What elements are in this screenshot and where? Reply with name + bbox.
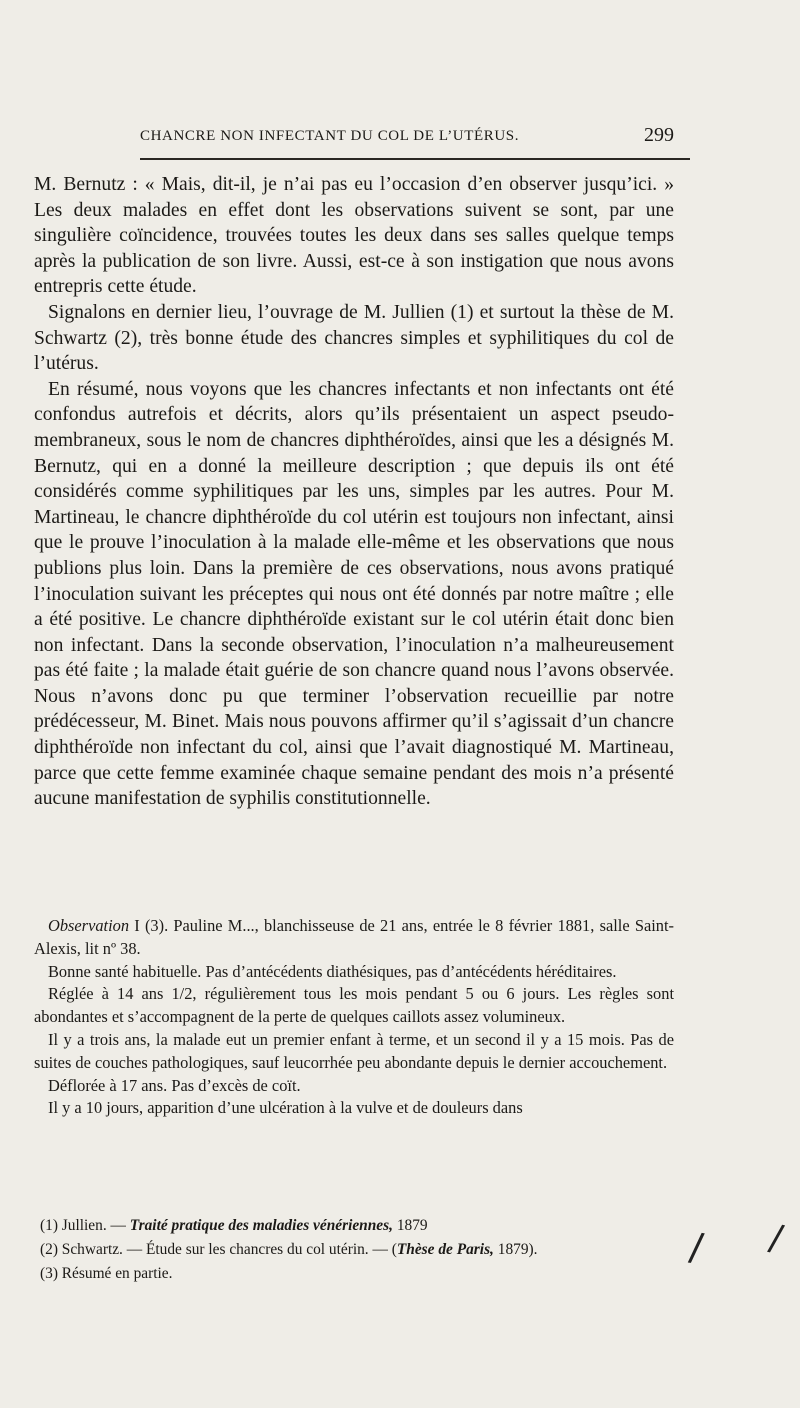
- footnote-1-author: (1) Jullien. —: [40, 1217, 130, 1234]
- running-title: CHANCRE NON INFECTANT DU COL DE L’UTÉRUS.: [140, 128, 520, 144]
- handwritten-number-mark: /: [765, 1217, 787, 1260]
- observation-intro: I (3). Pauline M..., blanchisseuse de 21 ans, entrée le 8 février 1881, salle Saint-Alexis, lit nº 38.: [34, 916, 674, 958]
- handwritten-slash-mark: /: [687, 1224, 706, 1270]
- observation-section: [34, 915, 674, 1120]
- observation-paragraph-1: [34, 915, 674, 961]
- footnote-2-text: (2) Schwartz. — Étude sur les chancres du col utérin. — (: [40, 1241, 397, 1258]
- observation-paragraph-2: Bonne santé habituelle. Pas d’antécédents diathésiques, pas d’antécédents héréditaires.: [48, 961, 617, 981]
- header-rule: [140, 158, 690, 160]
- footnote-2: [40, 1238, 680, 1262]
- observation-paragraph-4: Il y a trois ans, la malade eut un premier enfant à terme, et un second il y a 15 mois. Pas de suites de couches pathologiques, sauf leucorrhée peu abondante depuis le dernier accouchement.: [34, 1029, 674, 1072]
- footnote-2-source: Thèse de Paris,: [396, 1241, 494, 1258]
- paragraph-2: Signalons en dernier lieu, l’ouvrage de M. Jullien (1) et surtout la thèse de M. Schwartz (2), très bonne étude des chancres simples et syphilitiques du col de l’utérus.: [34, 301, 674, 375]
- footnotes: [40, 1214, 680, 1286]
- page-number: 299: [644, 124, 674, 146]
- paragraph-1: M. Bernutz : « Mais, dit-il, je n’ai pas eu l’occasion d’en observer jusqu’ici. » Les deux malades en effet dont les observations suivent se sont, par une singulière coïncidence, trouvées toutes les deux dans ses salles quelque temps après la publication de son livre. Aussi, est-ce à son instigation que nous avons entrepris cette étude.: [34, 174, 674, 298]
- footnote-3: (3) Résumé en partie.: [40, 1265, 173, 1282]
- footnote-1-year: 1879: [392, 1217, 428, 1234]
- footnote-1-title: Traité pratique des maladies vénériennes,: [129, 1217, 393, 1234]
- observation-label: Observation: [48, 916, 130, 935]
- paragraph-3: En résumé, nous voyons que les chancres infectants et non infectants ont été confondus autrefois et décrits, alors qu’ils présentaient un aspect pseudo-membraneux, sous le nom de chancres diphthéroïdes, ainsi que les a désignés M. Bernutz, qui en a donné la meilleure description ; que depuis ils ont été considérés comme syphilitiques par les uns, simples par les autres. Pour M. Martineau, le chancre diphthéroïde du col utérin est toujours non infectant, ainsi que le prouve l’inoculation à la malade elle-même et les observations que nous publions plus loin. Dans la première de ces observations, nous avons pratiqué l’inoculation suivant les préceptes qui nous ont été donnés par notre maître ; elle a été positive. Le chancre diphthéroïde existant sur le col utérin était donc bien non infectant. Dans la seconde observation, l’inoculation n’a malheureusement pas été faite ; la malade était guérie de son chancre quand nous l’avons observée. Nous n’avons donc pu que terminer l’observation recueillie par notre prédécesseur, M. Binet. Mais nous pouvons affirmer qu’il s’agissait d’un chancre diphthéroïde non infectant du col, ainsi que l’avait diagnostiqué M. Martineau, parce que cette femme examinée chaque semaine pendant des mois n’a présenté aucune manifestation de syphilis constitutionnelle.: [34, 378, 674, 810]
- observation-paragraph-3: Réglée à 14 ans 1/2, régulièrement tous les mois pendant 5 ou 6 jours. Les règles sont abondantes et s’accompagnent de la perte de quelques caillots assez volumineux.: [34, 984, 674, 1027]
- observation-paragraph-6: Il y a 10 jours, apparition d’une ulcération à la vulve et de douleurs dans: [48, 1098, 523, 1118]
- footnote-1: [40, 1214, 680, 1238]
- main-text: [34, 172, 674, 812]
- observation-paragraph-5: Déflorée à 17 ans. Pas d’excès de coït.: [48, 1075, 301, 1095]
- footnote-2-year: 1879).: [493, 1241, 538, 1258]
